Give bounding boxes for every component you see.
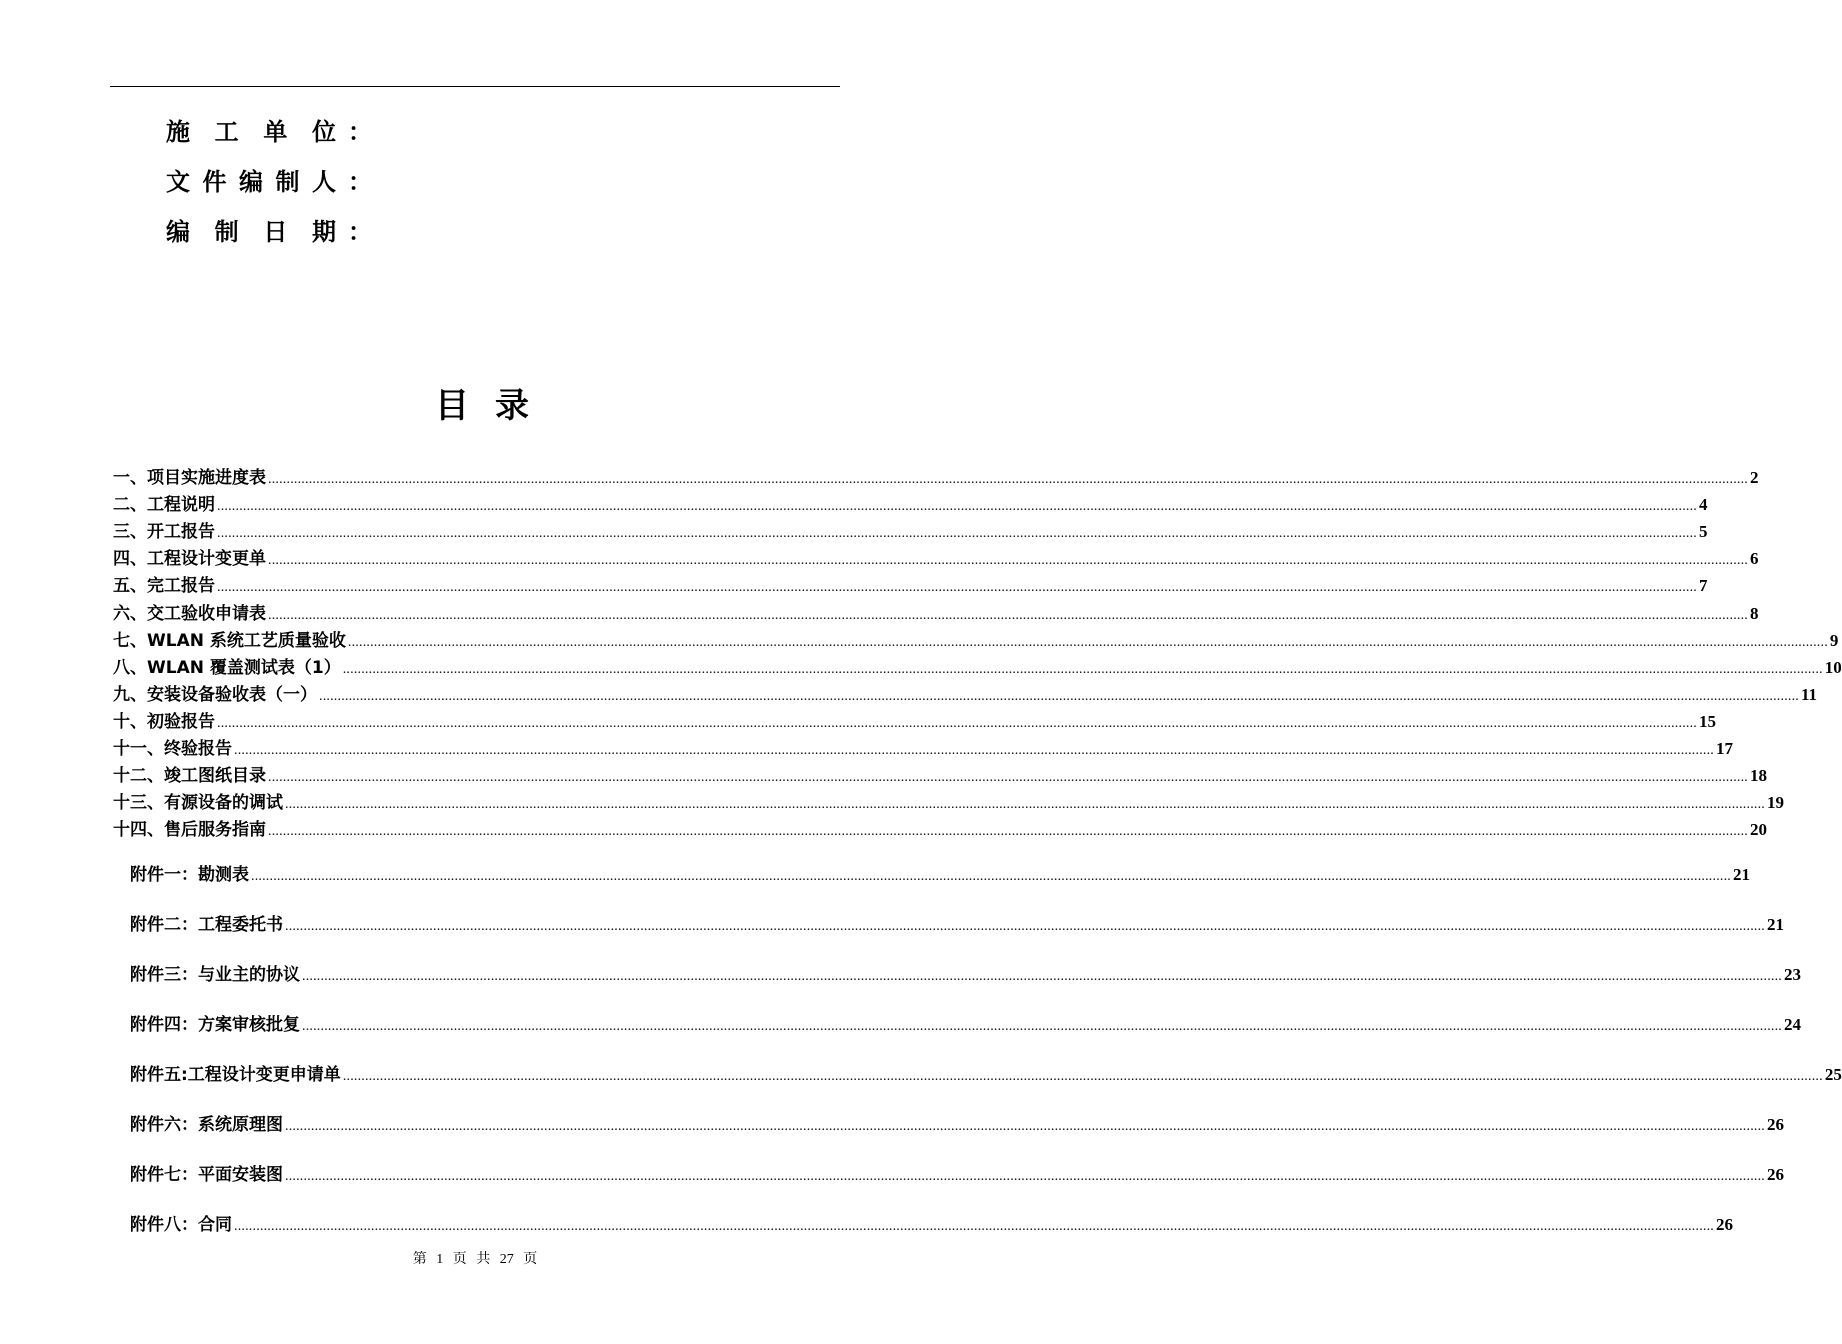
toc-entry-page: 20 [1750,820,1767,840]
toc-entry-page: 11 [1801,684,1818,704]
toc-leader-dots: ................................................................................................................................................................................................................................................................................................................................................................................................................ [285,1119,1765,1134]
field-colon: ： [348,168,372,196]
toc-leader-dots: ................................................................................................................................................................................................................................................................................................................................................................................................................ [347,634,1828,650]
toc-entry-page: 15 [1699,711,1716,731]
toc-entry-title: 附件四：方案审核批复 [130,1015,300,1035]
toc-leader-dots: ................................................................................................................................................................................................................................................................................................................................................................................................................ [268,607,1748,623]
toc-entry[interactable] [130,1214,1733,1236]
toc-entry-page: 21 [1767,915,1784,934]
toc-leader-dots: ................................................................................................................................................................................................................................................................................................................................................................................................................ [268,824,1748,840]
toc-entry-page: 17 [1716,739,1733,758]
toc-entry[interactable] [113,738,1733,760]
toc-entry[interactable] [130,914,1784,936]
toc-entry[interactable] [113,603,1759,625]
toc-entry[interactable] [130,864,1750,886]
toc-entry[interactable] [113,630,1839,652]
toc-entry-page: 26 [1716,1215,1733,1234]
toc-leader-dots: ................................................................................................................................................................................................................................................................................................................................................................................................................ [302,969,1782,984]
field-document-author [166,162,372,197]
toc-leader-dots: ................................................................................................................................................................................................................................................................................................................................................................................................................ [268,770,1748,786]
toc-entry-page: 8 [1750,603,1759,623]
toc-entry-title: 五、完工报告 [113,576,215,597]
toc-entry-page: 2 [1750,468,1759,487]
toc-entry-page: 6 [1750,549,1759,569]
toc-entry-page: 9 [1829,630,1839,650]
toc-entry[interactable] [113,684,1818,706]
toc-entry[interactable] [113,819,1767,841]
toc-leader-dots: ................................................................................................................................................................................................................................................................................................................................................................................................................ [285,919,1765,934]
toc-entry-title: 一、项目实施进度表 [113,468,266,488]
toc-entry[interactable] [113,657,1842,679]
toc-entry-page: 23 [1784,965,1801,984]
toc-entry[interactable] [113,575,1708,597]
toc-entry[interactable] [130,1164,1784,1186]
page-footer: 第 1 页 共 27 页 [412,1252,538,1267]
toc-entry-title: 附件七：平面安装图 [130,1165,283,1185]
field-colon: ： [348,118,372,146]
toc-leader-dots: ................................................................................................................................................................................................................................................................................................................................................................................................................ [342,1069,1823,1084]
toc-entry[interactable] [113,711,1716,733]
toc-entry-page: 25 [1824,1065,1842,1084]
toc-leader-dots: ................................................................................................................................................................................................................................................................................................................................................................................................................ [285,797,1765,813]
toc-leader-dots: ................................................................................................................................................................................................................................................................................................................................................................................................................ [234,743,1714,758]
toc-entry-title: 三、开工报告 [113,522,215,543]
top-rule [110,86,840,87]
toc-entry-title: 七、WLAN 系统工艺质量验收 [113,630,346,651]
toc-entry-page: 18 [1750,766,1767,786]
toc-entry-page: 26 [1767,1115,1784,1134]
field-label: 文件编制人 [166,168,336,196]
field-colon: ： [348,218,372,246]
toc-entry-title: 九、安装设备验收表（一） [113,684,317,705]
toc-entry-title: 十一、终验报告 [113,739,232,759]
toc-entry-title: 附件一：勘测表 [130,865,249,885]
toc-entry-page: 19 [1767,793,1784,813]
toc-entry[interactable] [130,1064,1842,1086]
toc-entry[interactable] [113,494,1708,516]
field-label: 编制日期 [166,218,336,246]
toc-entry-title: 附件八：合同 [130,1215,232,1235]
toc-entry-title: 附件五:工程设计变更申请单 [130,1065,341,1085]
toc-leader-dots: ................................................................................................................................................................................................................................................................................................................................................................................................................ [268,553,1748,569]
toc-entry-title: 附件三：与业主的协议 [130,965,300,985]
toc-leader-dots: ................................................................................................................................................................................................................................................................................................................................................................................................................ [285,1169,1765,1184]
field-construction-unit [166,112,372,147]
toc-leader-dots: ................................................................................................................................................................................................................................................................................................................................................................................................................ [319,688,1799,704]
toc-entry-title: 附件六：系统原理图 [130,1115,283,1135]
toc-leader-dots: ................................................................................................................................................................................................................................................................................................................................................................................................................ [342,661,1823,677]
toc-leader-dots: ................................................................................................................................................................................................................................................................................................................................................................................................................ [234,1219,1714,1234]
toc-entry[interactable] [130,1114,1784,1136]
toc-entry-title: 六、交工验收申请表 [113,603,266,624]
toc-entry-page: 5 [1699,522,1708,542]
toc-entry[interactable] [113,548,1759,570]
toc-entry-page: 26 [1767,1165,1784,1184]
toc-entry-title: 附件二：工程委托书 [130,915,283,935]
toc-entry[interactable] [113,765,1767,787]
field-compile-date [166,212,372,247]
field-label: 施工单位 [166,118,336,146]
toc-entry-page: 4 [1699,495,1708,515]
toc-title: 目录 [435,386,555,426]
toc-leader-dots: ................................................................................................................................................................................................................................................................................................................................................................................................................ [268,472,1748,487]
toc-leader-dots: ................................................................................................................................................................................................................................................................................................................................................................................................................ [217,715,1697,731]
toc-entry-title: 十、初验报告 [113,711,215,732]
toc-leader-dots: ................................................................................................................................................................................................................................................................................................................................................................................................................ [302,1019,1782,1034]
toc-leader-dots: ................................................................................................................................................................................................................................................................................................................................................................................................................ [217,580,1697,596]
toc-entry-page: 7 [1699,576,1708,596]
toc-entry[interactable] [113,792,1784,814]
toc-entry-title: 十四、售后服务指南 [113,820,266,841]
toc-entry-title: 八、WLAN 覆盖测试表（1） [113,657,341,678]
toc-entry[interactable] [113,521,1708,543]
toc-entry[interactable] [130,964,1801,986]
toc-entry-title: 十三、有源设备的调试 [113,793,283,814]
toc-entry-page: 21 [1733,865,1750,884]
toc-leader-dots: ................................................................................................................................................................................................................................................................................................................................................................................................................ [251,869,1731,884]
toc-leader-dots: ................................................................................................................................................................................................................................................................................................................................................................................................................ [217,499,1697,515]
toc-entry-title: 十二、竣工图纸目录 [113,766,266,787]
toc-entry[interactable] [130,1014,1801,1036]
toc-entry[interactable] [113,467,1759,489]
toc-entry-page: 24 [1784,1015,1801,1034]
toc-entry-page: 10 [1824,657,1842,677]
toc-entry-title: 二、工程说明 [113,495,215,516]
toc-entry-title: 四、工程设计变更单 [113,549,266,570]
toc-leader-dots: ................................................................................................................................................................................................................................................................................................................................................................................................................ [217,526,1697,542]
